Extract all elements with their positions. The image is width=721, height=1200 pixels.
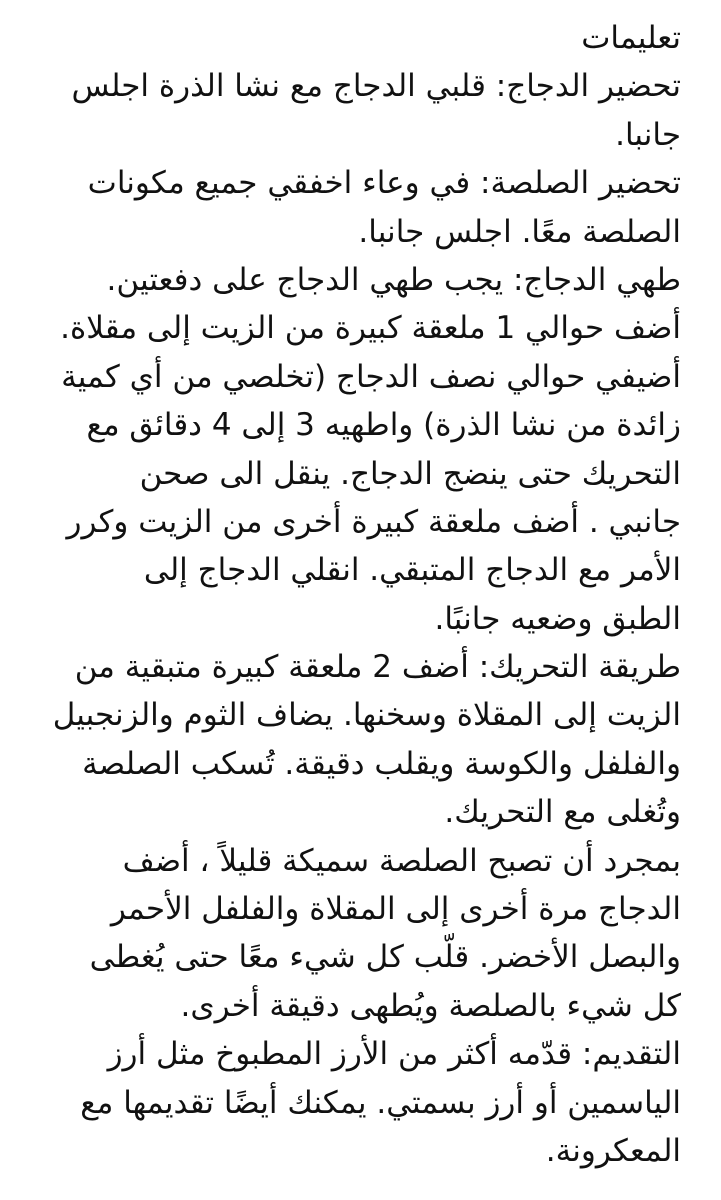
text-line: أضيفي حوالي نصف الدجاج (تخلصي من أي كمية [61, 358, 681, 395]
text-line: والبصل الأخضر. قلّب كل شيء معًا حتى يُغطى [89, 939, 681, 976]
text-line: زائدة من نشا الذرة) واطهيه 3 إلى 4 دقائق مع [86, 407, 681, 444]
text-line: وتُغلى مع التحريك. [444, 794, 681, 831]
text-line: والفلفل والكوسة ويقلب دقيقة. تُسكب الصلصة [82, 745, 681, 782]
text-line: تحضير الدجاج: قلبي الدجاج مع نشا الذرة اجلس [71, 68, 681, 105]
text-line: المعكرونة. [545, 1132, 681, 1169]
text-line: بمجرد أن تصبح الصلصة سميكة قليلاً ، أضف [122, 842, 681, 879]
text-line: تعليمات [581, 20, 681, 56]
text-line: تحضير الصلصة: في وعاء اخفقي جميع مكونات [87, 165, 681, 202]
text-line: طريقة التحريك: أضف 2 ملعقة كبيرة متبقية من [74, 649, 681, 686]
text-line: الدجاج مرة أخرى إلى المقلاة والفلفل الأحمر [110, 891, 681, 928]
text-line: جانبا. [615, 116, 681, 153]
text-line: الياسمين أو أرز بسمتي. يمكنك أيضًا تقديمها مع [80, 1084, 681, 1121]
text-line: طهي الدجاج: يجب طهي الدجاج على دفعتين. [106, 261, 681, 298]
text-line: التقديم: قدّمه أكثر من الأرز المطبوخ مثل أرز [107, 1036, 681, 1073]
text-line: الزيت إلى المقلاة وسخنها. يضاف الثوم والزنجبيل [52, 697, 681, 734]
text-line: التحريك حتى ينضج الدجاج. ينقل الى صحن [139, 455, 681, 492]
text-line: الصلصة معًا. اجلس جانبا. [358, 213, 681, 250]
text-line: جانبي . أضف ملعقة كبيرة أخرى من الزيت وكرر [66, 503, 681, 540]
text-line: الأمر مع الدجاج المتبقي. انقلي الدجاج إلى [143, 552, 681, 589]
text-line: كل شيء بالصلصة ويُطهى دقيقة أخرى. [180, 987, 681, 1024]
text-line: الطبق وضعيه جانبًا. [434, 600, 681, 637]
text-line: أضف حوالي 1 ملعقة كبيرة من الزيت إلى مقلاة. [60, 310, 681, 347]
